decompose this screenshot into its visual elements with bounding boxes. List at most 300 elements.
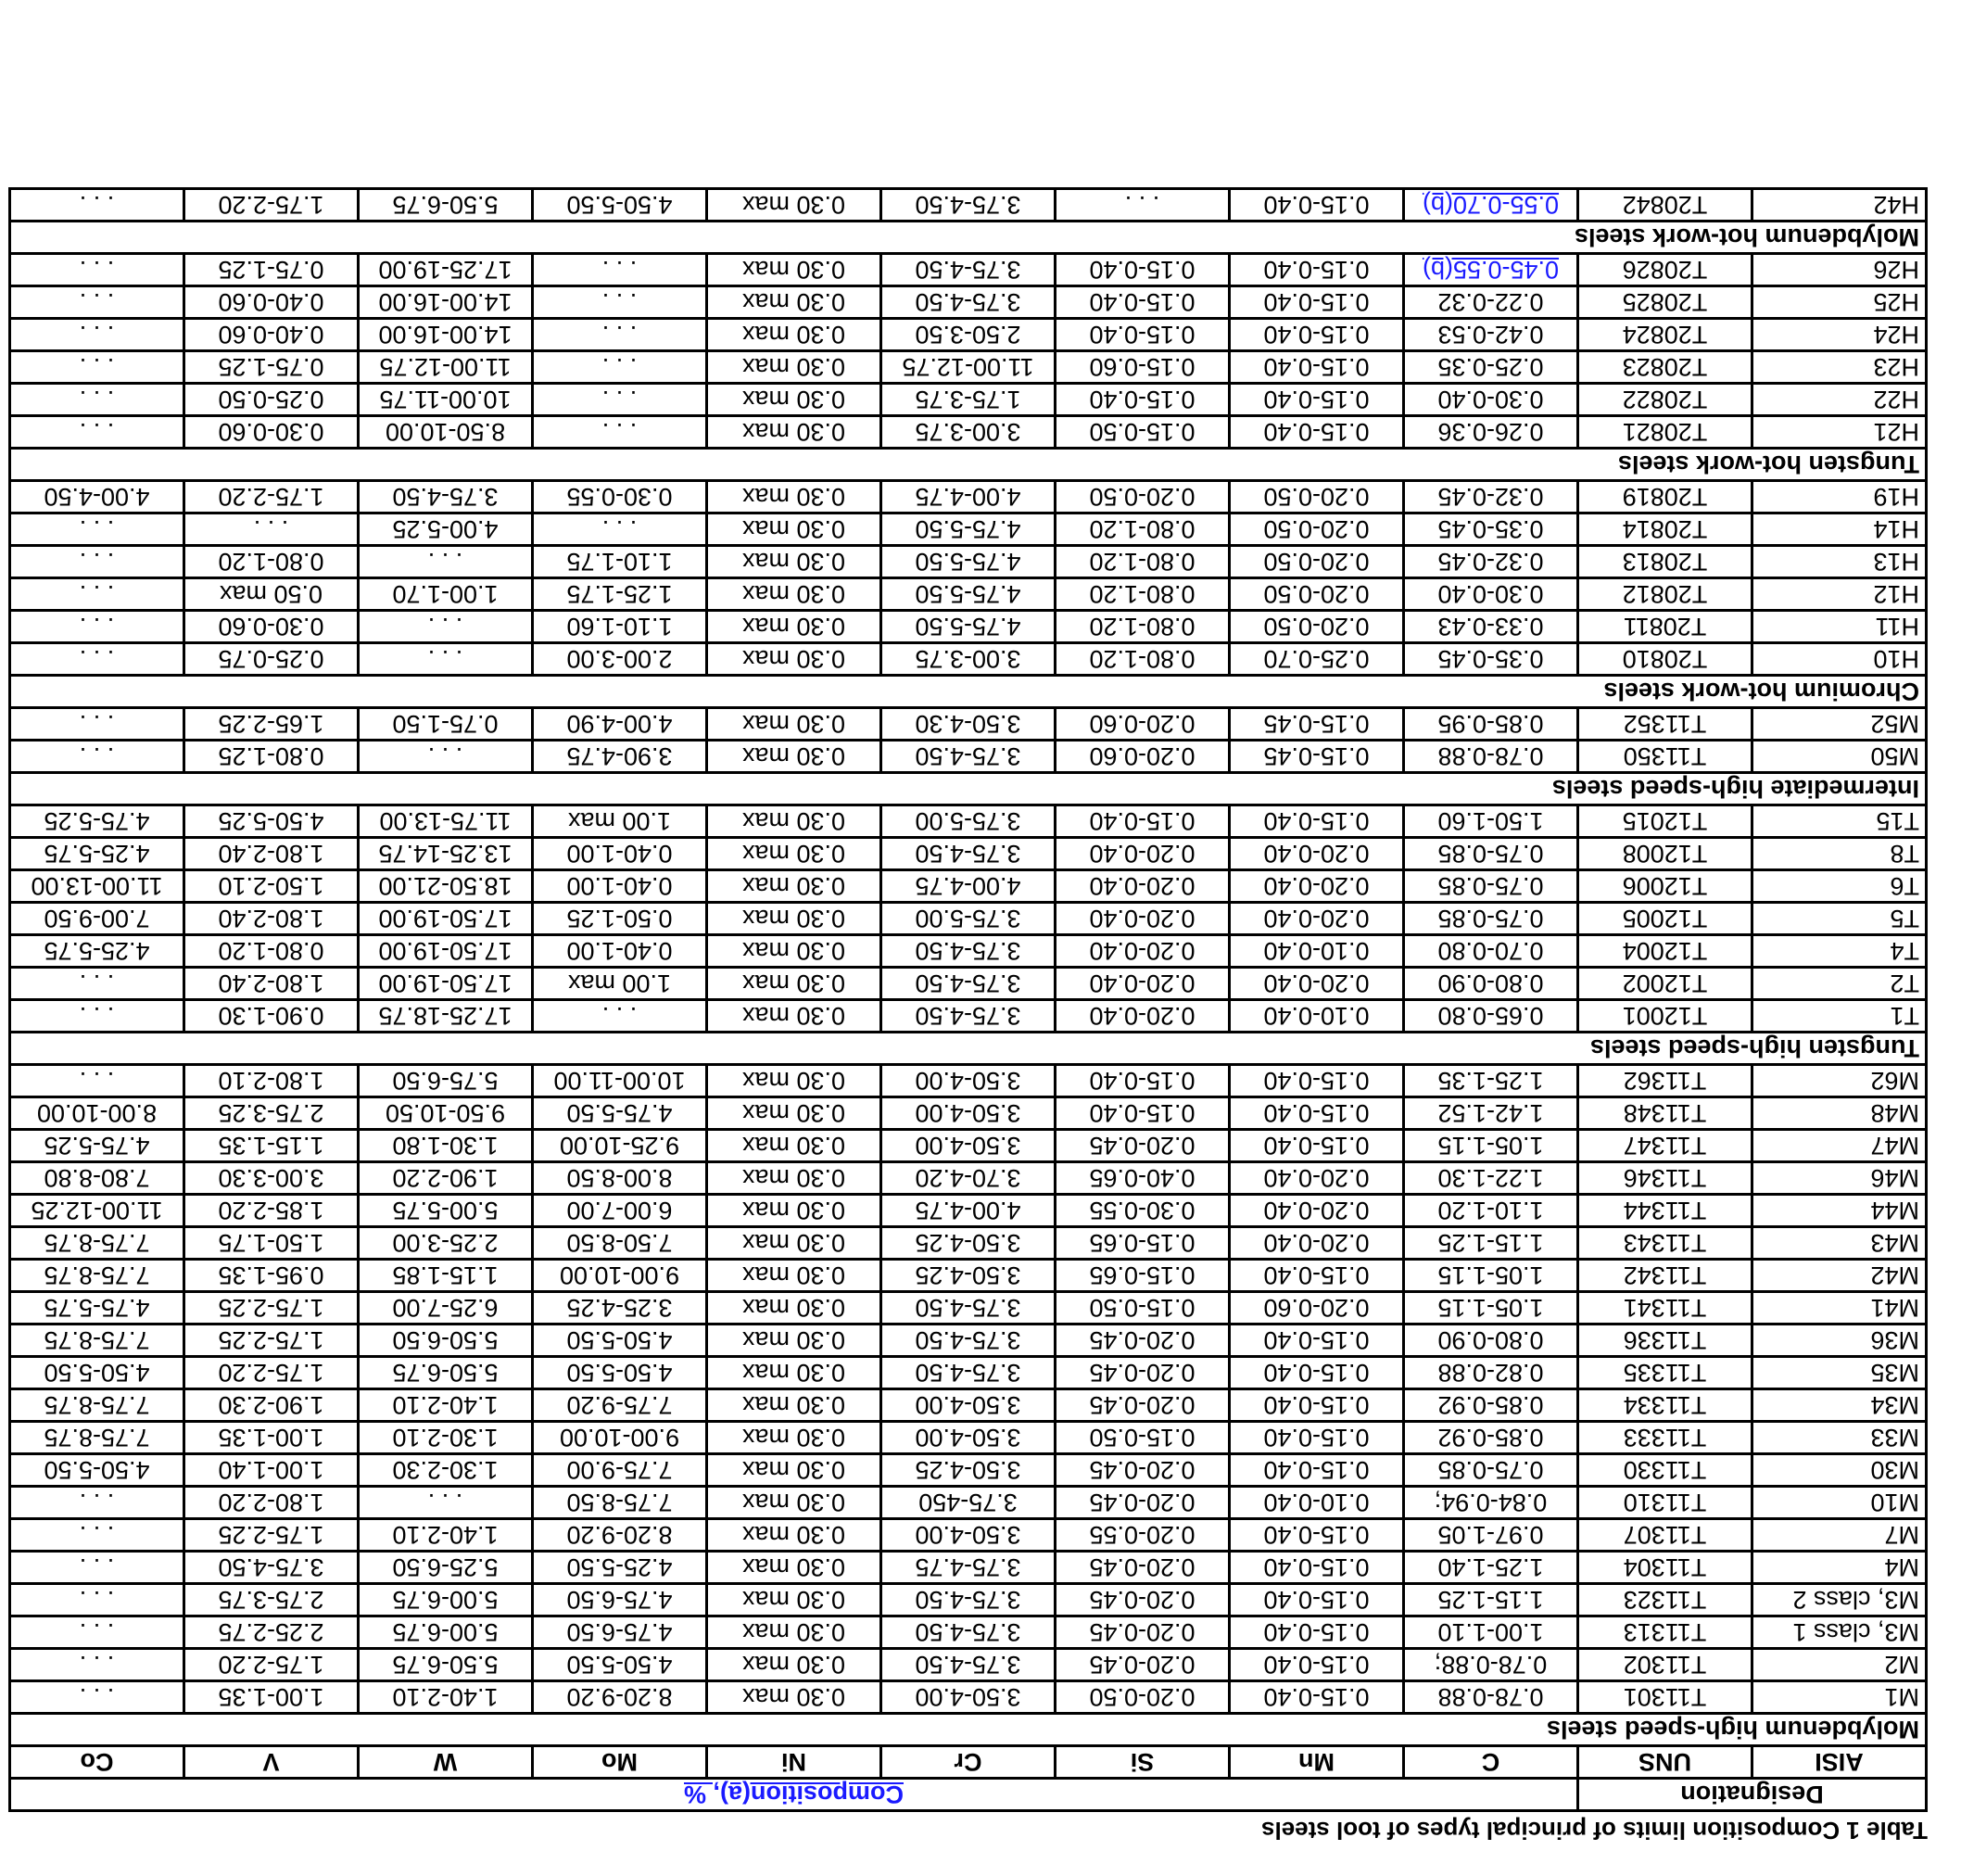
table-cell-mn: 0.15-0.40: [1230, 189, 1404, 222]
table-cell-co: . . .: [10, 643, 184, 676]
table-cell-mo: 4.00-4.90: [533, 708, 707, 741]
table-cell-v: 3.75-4.50: [184, 1552, 359, 1584]
table-cell-w: 17.50-19.00: [359, 968, 533, 1000]
table-cell-co: 4.50-5.50: [10, 1357, 184, 1389]
table-cell-aisi: H42: [1752, 189, 1927, 222]
table-cell-cr: 3.75-4.50: [881, 935, 1056, 968]
table-cell-aisi: M36: [1752, 1325, 1927, 1357]
table-cell-aisi: M41: [1752, 1292, 1927, 1325]
table-cell-mo: 1.00 max: [533, 968, 707, 1000]
table-cell-mn: 0.15-0.40: [1230, 1325, 1404, 1357]
table-cell-c: 1.22-1.30: [1404, 1162, 1578, 1195]
table-cell-ni: 0.30 max: [707, 1260, 881, 1292]
table-cell-mn: 0.15-0.40: [1230, 1065, 1404, 1097]
table-cell-si: 0.20-0.60: [1056, 708, 1230, 741]
section-title: Tungsten high-speed steels: [10, 1033, 1927, 1065]
table-cell-uns: T11302: [1578, 1649, 1752, 1681]
table-row: [10, 968, 1927, 1000]
table-cell-cr: 3.50-4.30: [881, 708, 1056, 741]
table-cell-si: 0.20-0.45: [1056, 1584, 1230, 1616]
table-cell-ni: 0.30 max: [707, 319, 881, 351]
table-cell-uns: T11350: [1578, 741, 1752, 773]
table-cell-w: 18.50-21.00: [359, 870, 533, 903]
section-title: Molybdenum hot-work steels: [10, 222, 1927, 254]
table-cell-mo: 0.40-1.00: [533, 838, 707, 870]
table-cell-w: 6.25-7.00: [359, 1292, 533, 1325]
table-cell-v: 1.80-2.40: [184, 838, 359, 870]
table-cell-mn: 0.20-0.50: [1230, 546, 1404, 578]
table-cell-mo: . . .: [533, 513, 707, 546]
table-cell-c: 0.35-0.45: [1404, 513, 1578, 546]
table-cell-c: 0.26-0.36: [1404, 416, 1578, 449]
table-cell-mn: 0.15-0.45: [1230, 708, 1404, 741]
table-cell-mo: . . .: [533, 286, 707, 319]
table-cell-mn: 0.15-0.40: [1230, 319, 1404, 351]
table-cell-ni: 0.30 max: [707, 578, 881, 611]
table-cell-co: 7.75-8.75: [10, 1227, 184, 1260]
table-cell-cr: 3.75-4.50: [881, 968, 1056, 1000]
table-cell-ni: 0.30 max: [707, 254, 881, 286]
table-row: [10, 513, 1927, 546]
table-cell-mo: 4.75-5.50: [533, 1097, 707, 1130]
table-cell-w: 8.50-10.00: [359, 416, 533, 449]
table-cell-v: 1.75-2.25: [184, 1325, 359, 1357]
table-cell-mo: 2.00-3.00: [533, 643, 707, 676]
table-cell-uns: T12015: [1578, 805, 1752, 838]
table-cell-co: . . .: [10, 416, 184, 449]
table-cell-si: 0.80-1.20: [1056, 578, 1230, 611]
table-cell-aisi: M47: [1752, 1130, 1927, 1162]
table-cell-aisi: M62: [1752, 1065, 1927, 1097]
table-cell-co: . . .: [10, 1616, 184, 1649]
table-cell-w: 5.25-6.50: [359, 1552, 533, 1584]
table-cell-cr: 4.75-5.50: [881, 546, 1056, 578]
table-cell-v: 1.90-2.30: [184, 1389, 359, 1422]
table-cell-v: 0.40-0.60: [184, 286, 359, 319]
table-cell-aisi: T6: [1752, 870, 1927, 903]
table-cell-v: 1.75-2.20: [184, 1357, 359, 1389]
column-header-v: V: [184, 1746, 359, 1779]
table-row: [10, 481, 1927, 513]
table-cell-mn: 0.20-0.50: [1230, 481, 1404, 513]
table-cell-si: 0.80-1.20: [1056, 611, 1230, 643]
table-cell-mo: 10.00-11.00: [533, 1065, 707, 1097]
section-row: [10, 1714, 1927, 1746]
table-cell-c: 0.22-0.32: [1404, 286, 1578, 319]
table-cell-co: . . .: [10, 1552, 184, 1584]
table-cell-mo: 7.75-8.50: [533, 1487, 707, 1519]
table-caption: Table 1 Composition limits of principal types of tool steels: [1261, 1817, 1928, 1844]
table-cell-mn: 0.20-0.60: [1230, 1292, 1404, 1325]
table-cell-mo: 0.40-1.00: [533, 935, 707, 968]
table-cell-cr: 3.50-4.25: [881, 1227, 1056, 1260]
table-cell-v: 0.25-0.75: [184, 643, 359, 676]
table-cell-co: . . .: [10, 741, 184, 773]
table-cell-c: 1.05-1.15: [1404, 1260, 1578, 1292]
column-header-cr: Cr: [881, 1746, 1056, 1779]
document: [8, 161, 1928, 1843]
table-cell-cr: 3.75-4.50: [881, 189, 1056, 222]
table-cell-w: 13.25-14.75: [359, 838, 533, 870]
table-cell-v: 1.80-2.10: [184, 1065, 359, 1097]
table-cell-w: 9.50-10.50: [359, 1097, 533, 1130]
table-cell-co: . . .: [10, 319, 184, 351]
table-cell-c: 1.05-1.15: [1404, 1292, 1578, 1325]
table-row: [10, 319, 1927, 351]
table-cell-mn: 0.15-0.45: [1230, 741, 1404, 773]
table-cell-c: 0.35-0.45: [1404, 643, 1578, 676]
table-cell-cr: 4.75-5.50: [881, 513, 1056, 546]
table-cell-c: 0.78-0.88;: [1404, 1649, 1578, 1681]
table-cell-ni: 0.30 max: [707, 903, 881, 935]
table-cell-co: . . .: [10, 611, 184, 643]
table-cell-aisi: H22: [1752, 384, 1927, 416]
table-cell-c: 0.78-0.88: [1404, 1681, 1578, 1714]
table-cell-si: 0.20-0.45: [1056, 1357, 1230, 1389]
table-cell-si: 0.15-0.40: [1056, 286, 1230, 319]
table-cell-ni: 0.30 max: [707, 384, 881, 416]
table-cell-aisi: M52: [1752, 708, 1927, 741]
table-cell-w: 1.00-1.70: [359, 578, 533, 611]
table-cell-v: 0.25-0.50: [184, 384, 359, 416]
table-cell-si: 0.80-1.20: [1056, 643, 1230, 676]
table-cell-cr: 1.75-3.75: [881, 384, 1056, 416]
table-cell-v: 0.50 max: [184, 578, 359, 611]
table-cell-mo: 9.00-10.00: [533, 1260, 707, 1292]
table-cell-cr: 4.00-4.75: [881, 481, 1056, 513]
table-cell-cr: 3.75-4.50: [881, 838, 1056, 870]
table-cell-ni: 0.30 max: [707, 708, 881, 741]
table-cell-ni: 0.30 max: [707, 1097, 881, 1130]
table-cell-aisi: M50: [1752, 741, 1927, 773]
table-cell-c: 1.00-1.10: [1404, 1616, 1578, 1649]
table-cell-c: 1.15-1.25: [1404, 1227, 1578, 1260]
table-cell-co: 7.00-9.50: [10, 903, 184, 935]
table-cell-co: . . .: [10, 968, 184, 1000]
table-cell-mo: 8.20-9.20: [533, 1681, 707, 1714]
composition-header[interactable]: Composition(a), %: [10, 1779, 1578, 1811]
table-row: [10, 1000, 1927, 1033]
table-cell-aisi: M1: [1752, 1681, 1927, 1714]
table-cell-w: 5.00-6.75: [359, 1584, 533, 1616]
empty-footer-row: [8, 161, 1928, 187]
table-cell-w: 11.75-13.00: [359, 805, 533, 838]
column-header-si: Si: [1056, 1746, 1230, 1779]
table-cell-mn: 0.20-0.40: [1230, 838, 1404, 870]
table-cell-mo: 9.00-10.00: [533, 1422, 707, 1454]
column-header-mn: Mn: [1230, 1746, 1404, 1779]
table-cell-mo: . . .: [533, 384, 707, 416]
table-cell-ni: 0.30 max: [707, 189, 881, 222]
table-cell-w: 5.50-6.75: [359, 189, 533, 222]
table-cell-cr: 3.50-4.00: [881, 1065, 1056, 1097]
table-cell-w: . . .: [359, 643, 533, 676]
column-header-uns: UNS: [1578, 1746, 1752, 1779]
table-cell-cr: 3.50-4.00: [881, 1422, 1056, 1454]
table-cell-aisi: M30: [1752, 1454, 1927, 1487]
table-cell-uns: T20810: [1578, 643, 1752, 676]
table-cell-w: 1.40-2.10: [359, 1519, 533, 1552]
table-cell-mo: 4.25-5.50: [533, 1552, 707, 1584]
table-cell-aisi: M3, class 2: [1752, 1584, 1927, 1616]
table-cell-mn: 0.15-0.40: [1230, 1584, 1404, 1616]
table-cell-si: 0.15-0.65: [1056, 1260, 1230, 1292]
table-cell-v: 4.50-5.25: [184, 805, 359, 838]
table-cell-aisi: H21: [1752, 416, 1927, 449]
table-row: [10, 643, 1927, 676]
table-row: [10, 578, 1927, 611]
table-cell-w: 17.25-19.00: [359, 254, 533, 286]
table-cell-c[interactable]: 0.55-0.70(b): [1404, 189, 1578, 222]
table-cell-si: 0.20-0.40: [1056, 870, 1230, 903]
table-cell-uns: T12006: [1578, 870, 1752, 903]
table-cell-aisi: M42: [1752, 1260, 1927, 1292]
table-cell-si: 0.20-0.40: [1056, 1000, 1230, 1033]
table-cell-mn: 0.15-0.40: [1230, 1097, 1404, 1130]
table-cell-mo: 4.75-6.50: [533, 1616, 707, 1649]
table-cell-cr: 3.50-4.00: [881, 1389, 1056, 1422]
table-cell-w: 3.75-4.50: [359, 481, 533, 513]
table-cell-v: 1.75-2.20: [184, 1649, 359, 1681]
table-cell-w: 1.30-1.80: [359, 1130, 533, 1162]
table-cell-c: 0.75-0.85: [1404, 870, 1578, 903]
table-cell-aisi: T8: [1752, 838, 1927, 870]
table-cell-si: . . .: [1056, 189, 1230, 222]
table-cell-uns: T20821: [1578, 416, 1752, 449]
table-cell-uns: T11301: [1578, 1681, 1752, 1714]
table-cell-cr: 3.75-4.50: [881, 1292, 1056, 1325]
table-cell-v: 1.65-2.25: [184, 708, 359, 741]
table-row: [10, 870, 1927, 903]
table-cell-ni: 0.30 max: [707, 1487, 881, 1519]
table-row: [10, 1616, 1927, 1649]
table-cell-aisi: M2: [1752, 1649, 1927, 1681]
column-header-row: [10, 1746, 1927, 1779]
table-cell-w: 5.75-6.50: [359, 1065, 533, 1097]
table-row: [10, 1325, 1927, 1357]
table-row: [10, 1130, 1927, 1162]
table-cell-mo: 0.50-1.25: [533, 903, 707, 935]
table-cell-mo: 4.50-5.50: [533, 1325, 707, 1357]
table-cell-co: . . .: [10, 1584, 184, 1616]
table-cell-co: 4.75-5.75: [10, 1292, 184, 1325]
table-row: [10, 1584, 1927, 1616]
table-cell-cr: 11.00-12.75: [881, 351, 1056, 384]
table-cell-v: 1.75-2.20: [184, 481, 359, 513]
designation-header: Designation: [1578, 1779, 1927, 1811]
table-cell-c: 0.33-0.43: [1404, 611, 1578, 643]
table-cell-cr: 3.00-3.75: [881, 643, 1056, 676]
table-cell-si: 0.15-0.50: [1056, 1292, 1230, 1325]
table-cell-c: 0.32-0.45: [1404, 481, 1578, 513]
section-title: Molybdenum high-speed steels: [10, 1714, 1927, 1746]
table-cell-si: 0.20-0.55: [1056, 1519, 1230, 1552]
table-cell-si: 0.20-0.60: [1056, 741, 1230, 773]
table-cell-uns: T20813: [1578, 546, 1752, 578]
table-cell-ni: 0.30 max: [707, 286, 881, 319]
table-cell-aisi: H10: [1752, 643, 1927, 676]
table-cell-uns: T20842: [1578, 189, 1752, 222]
table-cell-mn: 0.15-0.40: [1230, 254, 1404, 286]
table-cell-mn: 0.15-0.40: [1230, 1130, 1404, 1162]
table-cell-uns: T12002: [1578, 968, 1752, 1000]
table-cell-uns: T12008: [1578, 838, 1752, 870]
table-cell-mn: 0.15-0.40: [1230, 1681, 1404, 1714]
table-cell-co: 7.75-8.75: [10, 1422, 184, 1454]
tool-steel-composition-table: [8, 187, 1928, 1812]
table-cell-mo: 4.50-5.50: [533, 189, 707, 222]
table-cell-cr: 3.75-4.50: [881, 254, 1056, 286]
table-cell-w: 17.50-19.00: [359, 935, 533, 968]
table-row: [10, 708, 1927, 741]
table-cell-co: . . .: [10, 286, 184, 319]
table-row: [10, 611, 1927, 643]
table-cell-uns: T20824: [1578, 319, 1752, 351]
table-row: [10, 254, 1927, 286]
table-cell-aisi: H24: [1752, 319, 1927, 351]
table-cell-uns: T11347: [1578, 1130, 1752, 1162]
table-cell-si: 0.20-0.40: [1056, 968, 1230, 1000]
table-cell-ni: 0.30 max: [707, 1227, 881, 1260]
table-cell-cr: 3.75-4.75: [881, 1552, 1056, 1584]
table-cell-cr: 3.75-4.50: [881, 1000, 1056, 1033]
table-cell-w: 5.50-6.50: [359, 1325, 533, 1357]
table-cell-uns: T20823: [1578, 351, 1752, 384]
table-cell-co: 4.50-5.50: [10, 1454, 184, 1487]
table-cell-v: 1.00-1.35: [184, 1681, 359, 1714]
table-cell-c: 0.65-0.80: [1404, 1000, 1578, 1033]
table-cell-si: 0.15-0.40: [1056, 1097, 1230, 1130]
table-cell-aisi: M10: [1752, 1487, 1927, 1519]
table-cell-w: 4.00-5.25: [359, 513, 533, 546]
table-cell-cr: 3.75-4.50: [881, 1357, 1056, 1389]
table-cell-w: . . .: [359, 741, 533, 773]
table-cell-mn: 0.10-0.40: [1230, 1487, 1404, 1519]
table-cell-co: 7.75-8.75: [10, 1325, 184, 1357]
table-cell-v: 0.80-1.20: [184, 546, 359, 578]
table-cell-uns: T11342: [1578, 1260, 1752, 1292]
table-cell-co: 11.00-13.00: [10, 870, 184, 903]
table-cell-v: 1.75-2.25: [184, 1519, 359, 1552]
table-cell-cr: 4.00-4.75: [881, 870, 1056, 903]
table-cell-c: 1.10-1.20: [1404, 1195, 1578, 1227]
table-cell-w: 1.90-2.20: [359, 1162, 533, 1195]
table-cell-mn: 0.10-0.40: [1230, 1000, 1404, 1033]
table-cell-co: . . .: [10, 1649, 184, 1681]
table-cell-mo: . . .: [533, 1000, 707, 1033]
table-cell-aisi: M48: [1752, 1097, 1927, 1130]
table-cell-ni: 0.30 max: [707, 1195, 881, 1227]
table-cell-cr: 3.75-4.50: [881, 286, 1056, 319]
table-cell-ni: 0.30 max: [707, 611, 881, 643]
table-cell-aisi: H23: [1752, 351, 1927, 384]
table-cell-c: 0.32-0.45: [1404, 546, 1578, 578]
table-cell-mn: 0.20-0.50: [1230, 578, 1404, 611]
table-cell-mn: 0.15-0.40: [1230, 1260, 1404, 1292]
table-cell-uns: T20825: [1578, 286, 1752, 319]
table-cell-co: . . .: [10, 254, 184, 286]
table-cell-mo: 4.50-5.50: [533, 1357, 707, 1389]
table-cell-aisi: H11: [1752, 611, 1927, 643]
table-cell-cr: 3.00-3.75: [881, 416, 1056, 449]
table-cell-ni: 0.30 max: [707, 1389, 881, 1422]
table-cell-uns: T20814: [1578, 513, 1752, 546]
table-cell-c[interactable]: 0.45-0.55(b): [1404, 254, 1578, 286]
table-row: [10, 1162, 1927, 1195]
table-cell-aisi: M7: [1752, 1519, 1927, 1552]
table-cell-cr: 3.50-4.25: [881, 1454, 1056, 1487]
table-cell-v: 0.40-0.60: [184, 319, 359, 351]
table-cell-mn: 0.15-0.40: [1230, 351, 1404, 384]
table-cell-aisi: M4: [1752, 1552, 1927, 1584]
table-cell-co: . . .: [10, 189, 184, 222]
table-cell-mo: 3.25-4.25: [533, 1292, 707, 1325]
table-cell-mo: 1.10-1.60: [533, 611, 707, 643]
table-row: [10, 1227, 1927, 1260]
table-cell-c: 1.15-1.25: [1404, 1584, 1578, 1616]
table-cell-cr: 3.75-5.00: [881, 805, 1056, 838]
section-title: Tungsten hot-work steels: [10, 449, 1927, 481]
table-cell-mn: 0.15-0.40: [1230, 1649, 1404, 1681]
table-cell-co: . . .: [10, 513, 184, 546]
table-row: [10, 1195, 1927, 1227]
table-cell-uns: T11334: [1578, 1389, 1752, 1422]
table-cell-uns: T20826: [1578, 254, 1752, 286]
table-cell-ni: 0.30 max: [707, 1000, 881, 1033]
table-cell-ni: 0.30 max: [707, 935, 881, 968]
table-row: [10, 416, 1927, 449]
table-cell-c: 0.70-0.80: [1404, 935, 1578, 968]
table-cell-w: 1.40-2.10: [359, 1389, 533, 1422]
table-cell-co: . . .: [10, 1519, 184, 1552]
table-cell-v: 1.80-2.20: [184, 1487, 359, 1519]
table-cell-mo: 1.10-1.75: [533, 546, 707, 578]
table-cell-c: 0.75-0.85: [1404, 838, 1578, 870]
table-cell-co: 4.25-5.75: [10, 838, 184, 870]
table-cell-c: 1.05-1.15: [1404, 1130, 1578, 1162]
table-cell-mn: 0.15-0.40: [1230, 1357, 1404, 1389]
table-cell-ni: 0.30 max: [707, 1162, 881, 1195]
section-title: Intermediate high-speed steels: [10, 773, 1927, 805]
table-cell-aisi: H13: [1752, 546, 1927, 578]
table-cell-w: 5.00-5.75: [359, 1195, 533, 1227]
table-cell-w: . . .: [359, 611, 533, 643]
table-cell-co: 4.75-5.25: [10, 1130, 184, 1162]
table-cell-v: 1.00-1.35: [184, 1422, 359, 1454]
table-cell-ni: 0.30 max: [707, 416, 881, 449]
table-cell-co: . . .: [10, 1065, 184, 1097]
table-cell-uns: T11344: [1578, 1195, 1752, 1227]
table-cell-si: 0.15-0.60: [1056, 351, 1230, 384]
table-cell-cr: 3.70-4.20: [881, 1162, 1056, 1195]
table-cell-si: 0.20-0.45: [1056, 1325, 1230, 1357]
column-header-ni: Ni: [707, 1746, 881, 1779]
table-row: [10, 1292, 1927, 1325]
table-cell-c: 1.42-1.52: [1404, 1097, 1578, 1130]
table-cell-si: 0.30-0.55: [1056, 1195, 1230, 1227]
table-row: [10, 1389, 1927, 1422]
table-cell-cr: 3.50-4.00: [881, 1130, 1056, 1162]
table-cell-aisi: M35: [1752, 1357, 1927, 1389]
table-row: [10, 1097, 1927, 1130]
table-cell-cr: 4.75-5.50: [881, 578, 1056, 611]
table-cell-si: 0.20-0.45: [1056, 1616, 1230, 1649]
table-cell-si: 0.20-0.45: [1056, 1130, 1230, 1162]
table-cell-w: 0.75-1.50: [359, 708, 533, 741]
table-cell-aisi: T2: [1752, 968, 1927, 1000]
table-row: [10, 1487, 1927, 1519]
table-cell-ni: 0.30 max: [707, 1422, 881, 1454]
